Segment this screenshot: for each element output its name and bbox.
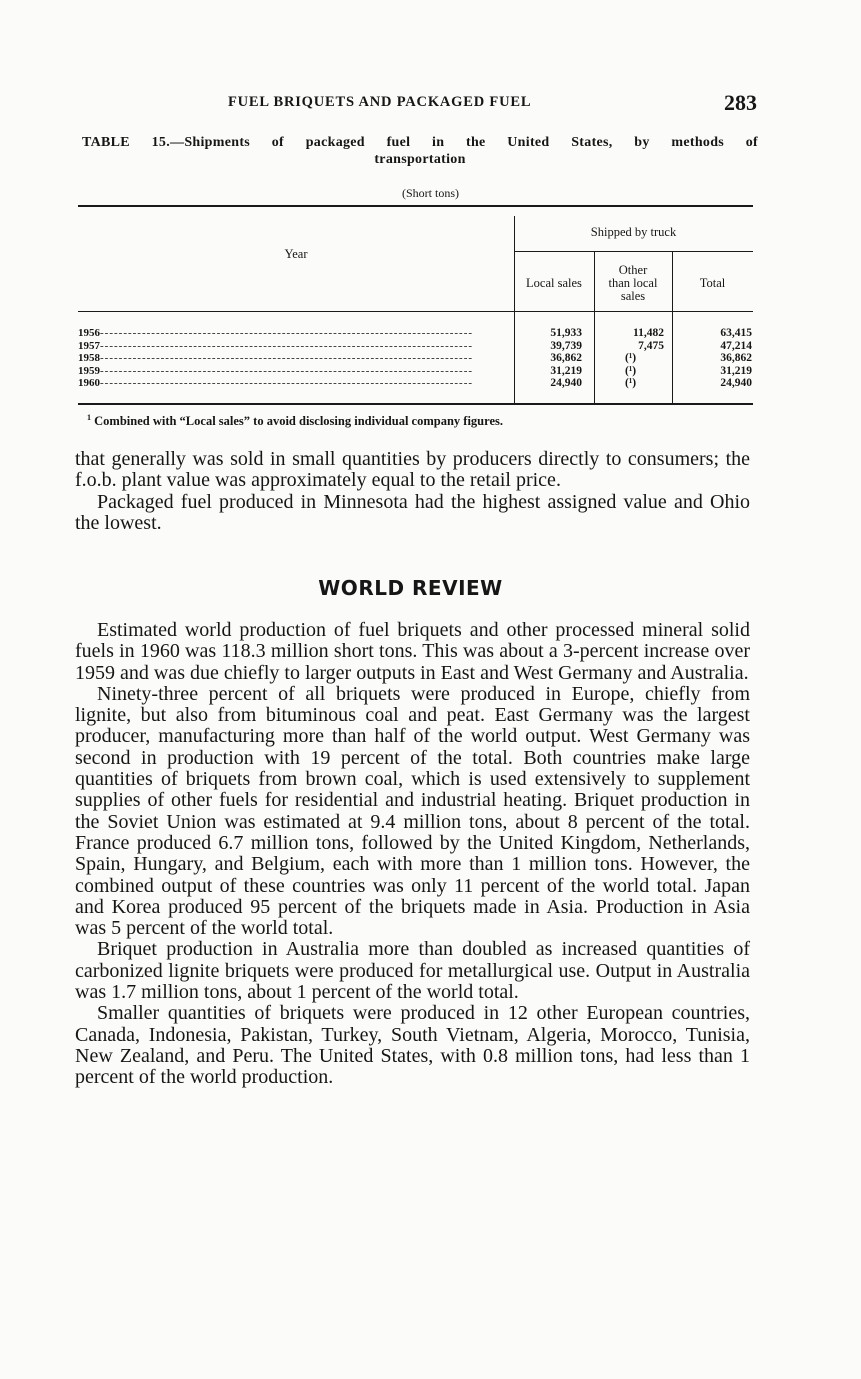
column-header-local: Local sales	[526, 276, 582, 290]
page-number: 283	[724, 90, 757, 115]
body-paragraph: Briquet production in Australia more than doubled as increased quantities of carbonized lignite briquets were produced for metallurgical use. Output in Australia was 1.7 million tons, about 1 percent of the world total.	[75, 938, 750, 1004]
column-header-group: Shipped by truck	[590, 225, 677, 239]
other-sales-cell: 7,475	[638, 339, 664, 352]
other-sales-cell: (¹)	[625, 352, 637, 365]
local-sales-cell: 31,219	[550, 364, 582, 377]
footnote-mark: 1	[87, 413, 91, 422]
table-caption-line-2: transportation	[374, 152, 466, 167]
body-paragraph: Ninety-three percent of all briquets were produced in Europe, chiefly from lignite, but also from bituminous coal and peat. East Germany was the largest producer, manufacturing more than half of the world output. West Germany was second in production with 19 percent of the total. Both countries make large quantities of briquets from brown coal, which is used extensively to supplement supplies of other fuels for residential and industrial heating. Briquet production in the Soviet Union was estimated at 9.4 million tons, about 8 percent of the total. France produced 6.7 million tons, followed by the United Kingdom, Netherlands, Spain, Hungary, and Belgium, each with more than 1 million tons. However, the combined output of these countries was only 11 percent of the world total. Japan and Korea produced 95 percent of the briquets made in Asia. Production in Asia was 5 percent of the world total.	[75, 682, 750, 940]
column-header-other-line: than local	[608, 276, 658, 290]
other-sales-cell: (¹)	[625, 364, 637, 377]
year-cell: 1958	[78, 352, 100, 365]
table-caption-line-1: TABLE 15.—Shipments of packaged fuel in the United States, by methods of	[82, 135, 758, 150]
total-cell: 47,214	[720, 339, 752, 352]
footnote-text: Combined with “Local sales” to avoid disclosing individual company figures.	[94, 414, 503, 429]
body-paragraph: Estimated world production of fuel briquets and other processed mineral solid fuels in 1960 was 118.3 million short tons. This was about a 3-percent increase over 1959 and was due chiefly to larger outputs in East and West Germany and Australia.	[75, 619, 750, 684]
year-cell: 1959	[78, 364, 100, 377]
table-row: 1958--------------------------------------------------------------------------------	[78, 352, 474, 365]
table-row: 1960--------------------------------------------------------------------------------	[78, 377, 474, 390]
year-column	[78, 327, 514, 390]
local-sales-cell: 51,933	[550, 327, 582, 339]
year-cell: 1956	[78, 327, 100, 339]
shipments-table	[78, 205, 753, 405]
other-sales-cell: 11,482	[633, 327, 664, 339]
total-cell: 24,940	[720, 377, 752, 390]
table-caption	[82, 134, 758, 168]
table-row: 1956--------------------------------------------------------------------------------	[78, 327, 474, 339]
other-sales-column	[594, 327, 664, 390]
column-header-year: Year	[284, 247, 308, 261]
body-paragraph: Packaged fuel produced in Minnesota had the highest assigned value and Ohio the lowest.	[75, 490, 750, 534]
local-sales-cell: 39,739	[550, 339, 582, 352]
local-sales-column	[514, 327, 582, 390]
local-sales-cell: 24,940	[550, 377, 582, 390]
table-subheader-rule	[514, 251, 753, 252]
table-units: (Short tons)	[402, 186, 459, 200]
other-sales-cell: (¹)	[625, 377, 637, 390]
total-cell: 31,219	[720, 364, 752, 377]
world-review-text	[75, 620, 750, 1089]
total-cell: 63,415	[720, 327, 752, 339]
table-row: 1957--------------------------------------------------------------------------------	[78, 339, 474, 352]
body-paragraph: that generally was sold in small quantities by producers directly to consumers; the f.o.b. plant value was approximately equal to the retail price.	[75, 448, 750, 492]
total-column	[672, 327, 752, 390]
running-head	[0, 90, 861, 114]
running-title: FUEL BRIQUETS AND PACKAGED FUEL	[228, 94, 532, 110]
table-top-rule	[78, 205, 753, 207]
table-bottom-rule	[78, 403, 753, 405]
year-cell: 1957	[78, 339, 100, 352]
section-heading: WORLD REVIEW	[318, 576, 503, 600]
body-paragraph: Smaller quantities of briquets were produced in 12 other European countries, Canada, Indonesia, Pakistan, Turkey, South Vietnam, Algeria, Morocco, Tunisia, New Zealand, and Peru. The United States, with 0.8 million tons, had less than 1 percent of the world production.	[75, 1002, 750, 1089]
column-header-other	[594, 264, 672, 303]
year-cell: 1960	[78, 377, 100, 390]
column-header-other-line: sales	[620, 289, 646, 303]
intro-text	[75, 449, 750, 534]
table-row: 1959--------------------------------------------------------------------------------	[78, 364, 474, 377]
total-cell: 36,862	[720, 352, 752, 365]
table-footnote	[87, 413, 503, 429]
column-header-total: Total	[699, 276, 726, 290]
table-header-rule	[78, 311, 753, 312]
column-header-other-line: Other	[618, 263, 648, 277]
local-sales-cell: 36,862	[550, 352, 582, 365]
